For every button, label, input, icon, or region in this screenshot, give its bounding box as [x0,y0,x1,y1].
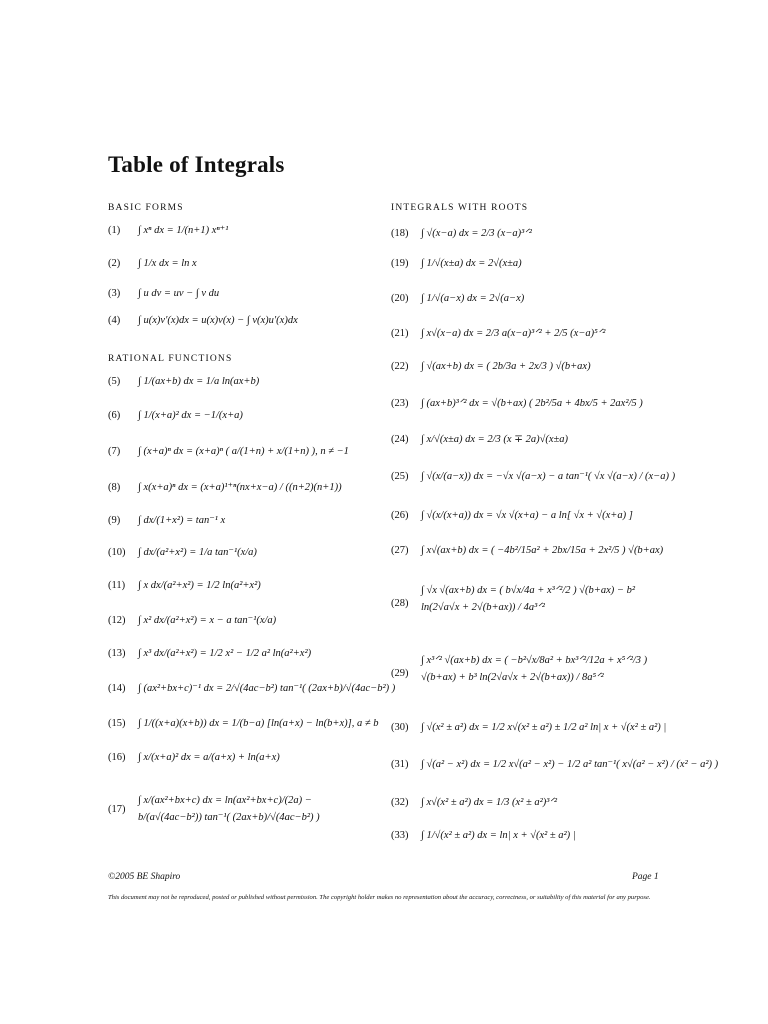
equation-row [108,614,276,626]
equation-expression: ∫ √(x−a) dx = 2/3 (x−a)³ᐟ² [421,228,532,239]
equation-row [108,648,311,659]
equation-expression: ∫ √x √(ax+b) dx = ( b√x/4a + x³ᐟ²/2 ) √(b+ax) − b² ln(2√a√x + 2√(b+ax)) / 4a³ᐟ² [421,585,636,613]
equation-expression: ∫ x√(ax+b) dx = ( −4b²/15a² + 2bx/15a + 2x²/5 ) √(b+ax) [421,545,664,556]
equation-expression: ∫ dx/(1+x²) = tan⁻¹ x [138,515,226,526]
equation-expression: ∫ √(a² − x²) dx = 1/2 x√(a² − x²) − 1/2 a² tan⁻¹( x√(a² − x²) / (x² − a²) ) [421,759,719,770]
equation-number: (11) [108,580,126,591]
equation-expression: ∫ 1/(ax+b) dx = 1/a ln(ax+b) [138,376,260,387]
equation-expression: ∫ √(x/(a−x)) dx = −√x √(a−x) − a tan⁻¹( √x √(a−x) / (x−a) ) [421,471,676,482]
equation-row [391,796,557,808]
equation-number: (26) [391,510,409,521]
equation-row [108,410,243,421]
equation-number: (4) [108,315,121,326]
equation-row [108,481,342,493]
equation-row [108,446,349,457]
equation-row [391,510,633,521]
equation-row [391,758,718,770]
equation-row [108,315,298,326]
equation-expression: ∫ x dx/(a²+x²) = 1/2 ln(a²+x²) [138,580,261,591]
equation-number: (9) [108,514,121,526]
equation-expression: ∫ 1/(x+a)² dx = −1/(x+a) [138,410,243,421]
equation-row [391,830,576,841]
equation-number: (14) [108,682,126,694]
equation-number: (12) [108,614,126,626]
equation-expression: ∫ 1/x dx = ln x [138,258,197,269]
equation-number: (20) [391,293,409,304]
equation-row [391,433,568,445]
equation-row [391,293,524,304]
equation-expression: ∫ x² dx/(a²+x²) = x − a tan⁻¹(x/a) [138,615,277,626]
equation-expression: ∫ 1/√(x±a) dx = 2√(x±a) [421,258,522,269]
equation-number: (6) [108,410,121,421]
equation-number: (15) [108,718,126,729]
equation-number: (17) [108,804,126,815]
equation-row [108,718,378,729]
copyright-footer: ©2005 BE Shapiro [108,872,181,882]
equation-expression: ∫ x³ᐟ² √(ax+b) dx = ( −b²√x/8a² + bx³ᐟ²/12a + x⁵ᐟ²/3 ) √(b+ax) + b³ ln(2√a√x + 2√(b+ax)) / 8a⁵ᐟ² [421,655,648,683]
page-number: Page 1 [632,872,659,882]
equation-expression: ∫ dx/(a²+x²) = 1/a tan⁻¹(x/a) [138,547,257,558]
equation-number: (27) [391,545,409,556]
equation-number: (23) [391,397,409,409]
equation-number: (7) [108,446,121,457]
section-integrals-with-roots: INTEGRALS WITH ROOTS [391,203,529,213]
equation-number: (10) [108,546,126,558]
equation-number: (21) [391,327,409,339]
equation-number: (33) [391,830,409,841]
equation-row [108,792,380,826]
equation-row [108,752,280,763]
equation-expression: ∫ (ax²+bx+c)⁻¹ dx = 2/√(4ac−b²) tan⁻¹( (2ax+b)/√(4ac−b²) ) [138,683,396,694]
equation-number: (24) [391,433,409,445]
equation-expression: ∫ x√(x−a) dx = 2/3 a(x−a)³ᐟ² + 2/5 (x−a)⁵ᐟ² [421,328,606,339]
equation-number: (3) [108,288,121,299]
equation-expression: ∫ x/(x+a)² dx = a/(a+x) + ln(a+x) [138,752,280,763]
equation-expression: ∫ √(x/(x+a)) dx = √x √(x+a) − a ln[ √x + √(x+a) ] [421,510,633,521]
equation-row [391,361,591,372]
equation-expression: ∫ xⁿ dx = 1/(n+1) xⁿ⁺¹ [138,225,229,236]
equation-row [108,224,228,236]
equation-number: (16) [108,752,126,763]
equation-number: (18) [391,227,409,239]
page-title: Table of Integrals [108,152,285,177]
equation-row [108,376,259,387]
equation-row [391,397,643,409]
equation-number: (8) [108,481,121,493]
equation-number: (25) [391,470,409,482]
section-rational-functions: RATIONAL FUNCTIONS [108,354,233,364]
equation-number: (22) [391,361,409,372]
equation-expression: ∫ 1/√(x² ± a²) dx = ln| x + √(x² ± a²) | [421,830,576,841]
equation-row [391,582,661,616]
equation-expression: ∫ 1/√(a−x) dx = 2√(a−x) [421,293,525,304]
equation-row [108,682,395,694]
equation-expression: ∫ x³ dx/(a²+x²) = 1/2 x² − 1/2 a² ln(a²+x²) [138,648,312,659]
equation-number: (2) [108,258,121,269]
equation-expression: ∫ x√(x² ± a²) dx = 1/3 (x² ± a²)³ᐟ² [421,797,558,808]
equation-row [108,580,261,591]
equation-expression: ∫ (x+a)ⁿ dx = (x+a)ⁿ ( a/(1+n) + x/(1+n) ), n ≠ −1 [138,446,349,457]
equation-expression: ∫ x(x+a)ⁿ dx = (x+a)¹⁺ⁿ(nx+x−a) / ((n+2)(n+1)) [138,482,342,493]
equation-row [391,258,522,269]
equation-row [391,470,675,482]
equation-row [108,514,225,526]
equation-expression: ∫ u(x)v′(x)dx = u(x)v(x) − ∫ v(x)u′(x)dx [138,315,298,326]
equation-number: (1) [108,224,121,236]
equation-expression: ∫ x/√(x±a) dx = 2/3 (x ∓ 2a)√(x±a) [421,434,569,445]
equation-row [391,652,661,686]
equation-expression: ∫ u dv = uv − ∫ v du [138,288,220,299]
equation-row [391,545,663,556]
equation-number: (32) [391,796,409,808]
equation-number: (28) [391,598,409,609]
copyright-notice: This document may not be reproduced, posted or published without permission. The copyright holder makes no representation about the accuracy, correctness, or suitability of this material for any purpose. [108,894,651,901]
equation-number: (19) [391,258,409,269]
equation-expression: ∫ 1/((x+a)(x+b)) dx = 1/(b−a) [ln(a+x) − ln(b+x)], a ≠ b [138,718,379,729]
equation-number: (13) [108,648,126,659]
equation-expression: ∫ (ax+b)³ᐟ² dx = √(b+ax) ( 2b²/5a + 4bx/5 + 2ax²/5 ) [421,398,643,409]
section-basic-forms: BASIC FORMS [108,203,184,213]
equation-expression: ∫ x/(ax²+bx+c) dx = ln(ax²+bx+c)/(2a) − b/(a√(4ac−b²)) tan⁻¹( (2ax+b)/√(4ac−b²) ) [138,795,320,823]
equation-number: (29) [391,668,409,679]
equation-number: (31) [391,758,409,770]
equation-row [108,546,257,558]
equation-expression: ∫ √(ax+b) dx = ( 2b/3a + 2x/3 ) √(b+ax) [421,361,591,372]
equation-row [391,722,666,733]
equation-row [108,288,219,299]
equation-number: (5) [108,376,121,387]
equation-expression: ∫ √(x² ± a²) dx = 1/2 x√(x² ± a²) ± 1/2 a² ln| x + √(x² ± a²) | [421,722,667,733]
equation-row [108,258,197,269]
equation-row [391,327,605,339]
equation-row [391,227,532,239]
equation-number: (30) [391,722,409,733]
